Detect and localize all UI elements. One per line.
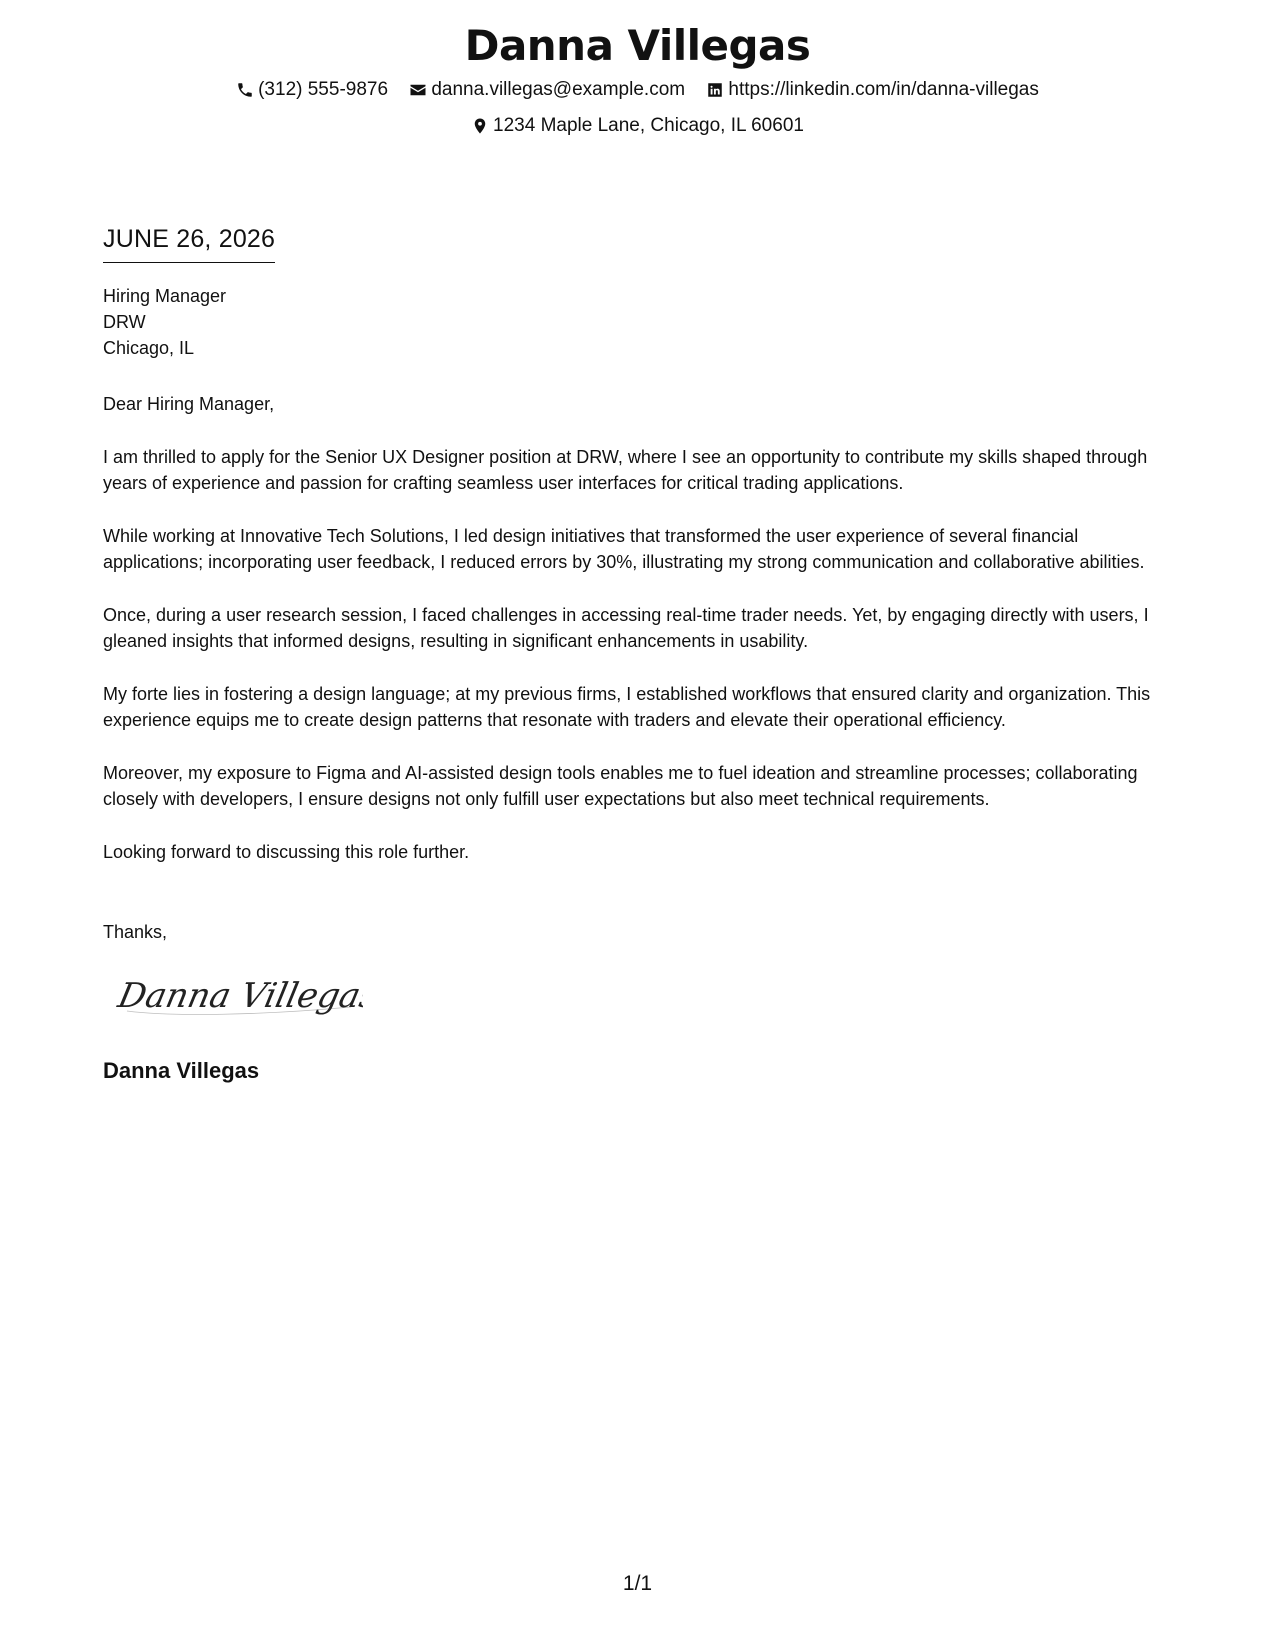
body-paragraph: My forte lies in fostering a design language; at my previous firms, I established workflows that ensured clarity and organization. This experience equips me to create design patterns that resonate with traders and elevate their operational efficiency.: [103, 684, 1151, 730]
signer-name: Danna Villegas: [103, 1058, 260, 1083]
contact-email[interactable]: [409, 74, 685, 106]
letter-body: [103, 222, 1173, 1086]
body-paragraph: Moreover, my exposure to Figma and AI-assisted design tools enables me to fuel ideation and streamline processes; collaborating closely with developers, I ensure designs not only fulfill user expectations but also meet technical requirements.: [103, 763, 1138, 809]
handwritten-signature: [113, 967, 363, 1027]
recipient-block: [103, 283, 1173, 361]
envelope-icon: [409, 81, 427, 99]
phone-text: (312) 555-9876: [258, 79, 389, 100]
letter-date: JUNE 26, 2026: [103, 222, 275, 263]
linkedin-icon: [706, 81, 724, 99]
recipient-line: Hiring Manager: [103, 286, 227, 306]
contact-address: [471, 110, 804, 142]
contact-phone[interactable]: [236, 74, 388, 106]
page-number: 1/1: [622, 1572, 653, 1595]
email-text: danna.villegas@example.com: [431, 79, 686, 100]
linkedin-text: https://linkedin.com/in/danna-villegas: [728, 79, 1039, 100]
body-paragraph: Once, during a user research session, I faced challenges in accessing real-time trader needs. Yet, by engaging directly with users, I gleaned insights that informed designs, resulting in significant enhancements in usability.: [103, 605, 1149, 651]
recipient-line: DRW: [103, 312, 146, 332]
contact-linkedin[interactable]: [706, 74, 1039, 106]
body-paragraph: Looking forward to discussing this role further.: [103, 842, 470, 862]
contact-row-secondary: [0, 110, 1275, 146]
recipient-line: Chicago, IL: [103, 338, 195, 358]
applicant-name: Danna Villegas: [464, 21, 811, 70]
greeting: Dear Hiring Manager,: [103, 394, 275, 414]
letter-header: [0, 18, 1275, 146]
signature-text: Danna Villegas: [114, 976, 363, 1016]
body-paragraph: I am thrilled to apply for the Senior UX Designer position at DRW, where I see an opportunity to contribute my skills shaped through years of experience and passion for crafting seamless user interfaces for critical trading applications.: [103, 447, 1148, 493]
body-paragraph: While working at Innovative Tech Solutions, I led design initiatives that transformed the user experience of several financial applications; incorporating user feedback, I reduced errors by 30%, illustrating my strong communication and collaborative abilities.: [103, 526, 1145, 572]
closing: Thanks,: [103, 922, 168, 942]
contact-row-primary: [0, 74, 1275, 110]
map-marker-icon: [471, 117, 489, 135]
phone-icon: [236, 81, 254, 99]
address-text: 1234 Maple Lane, Chicago, IL 60601: [493, 115, 804, 136]
